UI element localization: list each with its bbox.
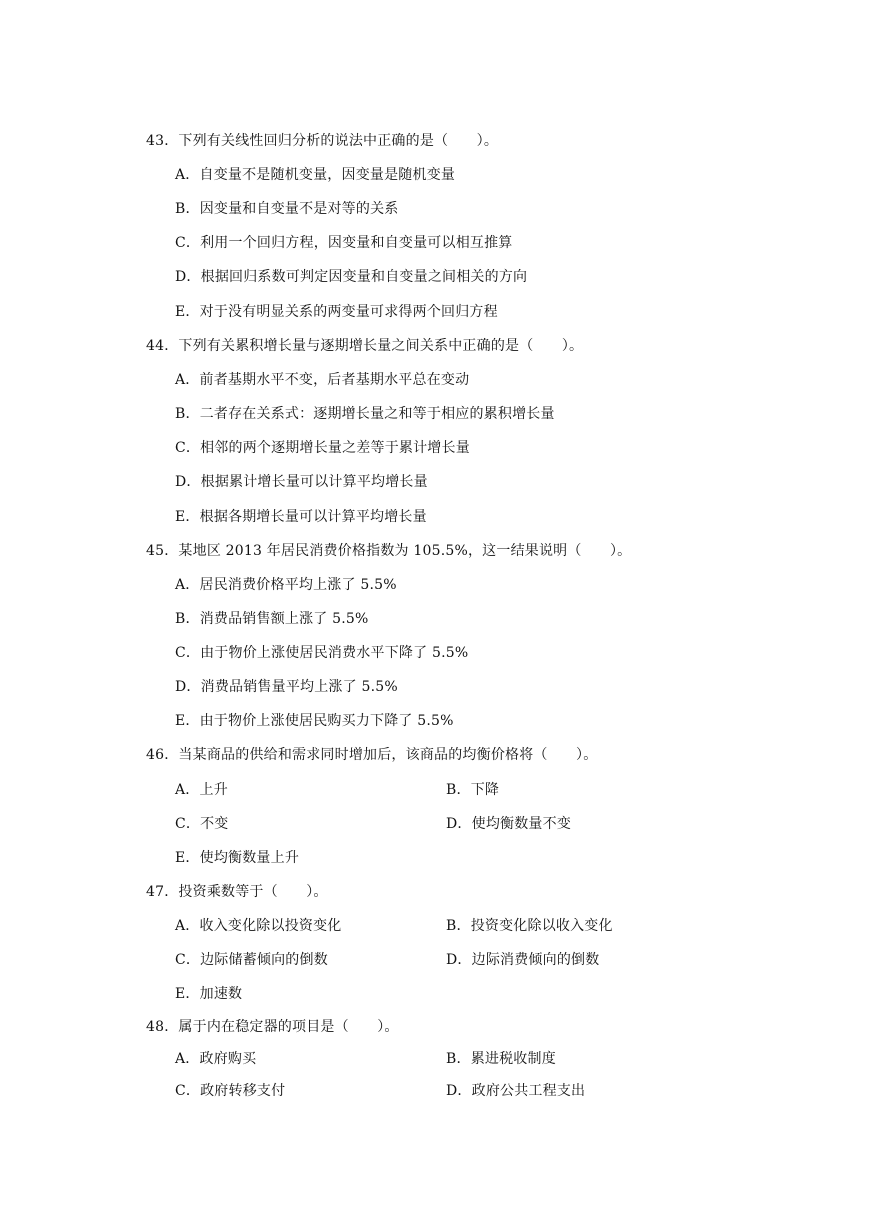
question-45-option-e: E．由于物价上涨使居民购买力下降了 5.5% [175, 713, 454, 729]
question-48-option-a: A．政府购买 [175, 1051, 257, 1067]
question-47-option-b: B．投资变化除以收入变化 [446, 918, 613, 934]
question-44-option-a: A．前者基期水平不变，后者基期水平总在变动 [175, 372, 470, 388]
question-47-option-d: D．边际消费倾向的倒数 [446, 952, 600, 968]
question-43-option-a: A．自变量不是随机变量，因变量是随机变量 [175, 167, 456, 183]
question-43-option-e: E．对于没有明显关系的两变量可求得两个回归方程 [175, 304, 498, 320]
question-46-option-b: B．下降 [446, 782, 500, 798]
question-48-option-b: B．累进税收制度 [446, 1051, 556, 1067]
question-46-option-c: C．不变 [175, 816, 229, 832]
question-45-option-c: C．由于物价上涨使居民消费水平下降了 5.5% [175, 645, 469, 661]
question-47-option-a: A．收入变化除以投资变化 [175, 918, 342, 934]
question-44-option-c: C．相邻的两个逐期增长量之差等于累计增长量 [175, 440, 470, 456]
question-47-option-e: E．加速数 [175, 986, 243, 1002]
question-45-stem: 45．某地区 2013 年居民消费价格指数为 105.5%，这一结果说明（ ）。 [146, 543, 632, 559]
question-44-stem: 44．下列有关累积增长量与逐期增长量之间关系中正确的是（ ）。 [146, 338, 584, 354]
question-43-option-b: B．因变量和自变量不是对等的关系 [175, 201, 399, 217]
question-44-option-d: D．根据累计增长量可以计算平均增长量 [175, 474, 428, 490]
question-47-option-c: C．边际储蓄倾向的倒数 [175, 952, 328, 968]
question-46-option-a: A．上升 [175, 782, 228, 798]
question-43-option-c: C．利用一个回归方程，因变量和自变量可以相互推算 [175, 235, 513, 251]
question-46-stem: 46．当某商品的供给和需求同时增加后，该商品的均衡价格将（ ）。 [146, 747, 598, 763]
question-45-option-b: B．消费品销售额上涨了 5.5% [175, 611, 369, 627]
question-43-option-d: D．根据回归系数可判定因变量和自变量之间相关的方向 [175, 269, 528, 285]
question-45-option-a: A．居民消费价格平均上涨了 5.5% [175, 577, 397, 593]
question-44-option-e: E．根据各期增长量可以计算平均增长量 [175, 509, 427, 525]
question-46-option-d: D．使均衡数量不变 [446, 816, 572, 832]
question-45-option-d: D．消费品销售量平均上涨了 5.5% [175, 679, 398, 695]
question-48-stem: 48．属于内在稳定器的项目是（ ）。 [146, 1019, 399, 1035]
question-48-option-c: C．政府转移支付 [175, 1083, 286, 1099]
question-46-option-e: E．使均衡数量上升 [175, 850, 300, 866]
question-48-option-d: D．政府公共工程支出 [446, 1083, 586, 1099]
question-43-stem: 43．下列有关线性回归分析的说法中正确的是（ ）。 [146, 133, 499, 149]
question-47-stem: 47．投资乘数等于（ ）。 [146, 884, 328, 900]
question-44-option-b: B．二者存在关系式：逐期增长量之和等于相应的累积增长量 [175, 406, 555, 422]
